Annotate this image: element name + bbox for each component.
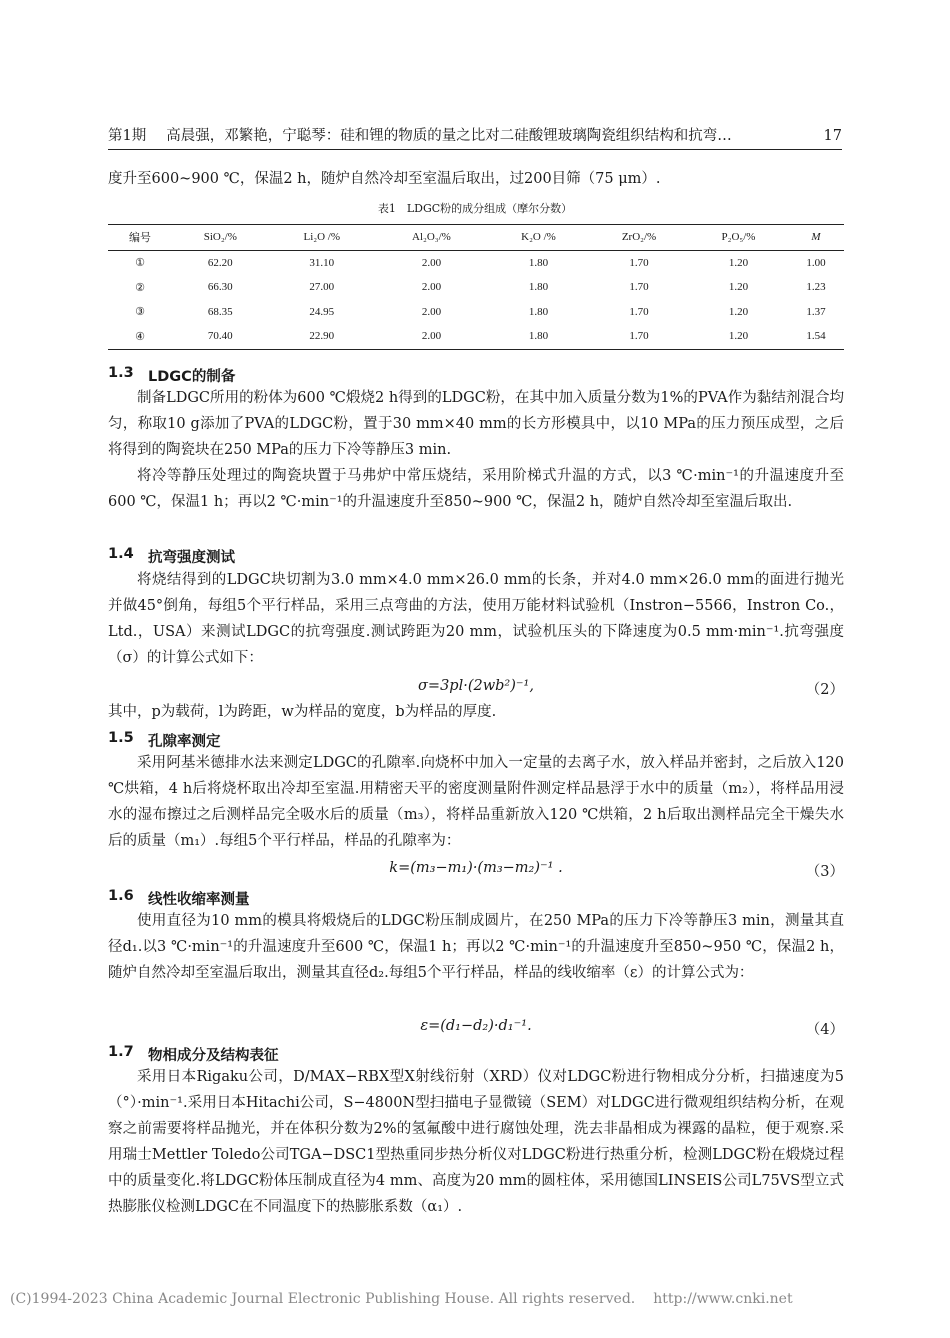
section-1-3-para-2: 将冷等静压处理过的陶瓷块置于马弗炉中常压烧结，采用阶梯式升温的方式，以3 ℃·min⁻¹的升温速度升至600 ℃，保温1 h；再以2 ℃·min⁻¹的升温速度升至850~900 ℃，保温2 h，随炉自然冷却至室温后取出. [108, 468, 844, 510]
table-cell: 66.30 [207, 281, 233, 294]
table-cell: 2.00 [421, 305, 442, 318]
section-1-4-heading [108, 546, 235, 567]
col-header: K₂O /% [521, 231, 556, 244]
section-number: 1.5 [108, 730, 134, 746]
table-cell: 1.80 [528, 330, 549, 343]
section-1-4-para-1: 将烧结得到的LDGC块切割为3.0 mm×4.0 mm×26.0 mm的长条，并对4.0 mm×26.0 mm的面进行抛光并做45°倒角，每组5个平行样品，采用三点弯曲的方法，使用万能材料试验机（Instron−5566，Instron Co.，Ltd.，USA）来测试LDGC的抗弯强度.测试跨距为20 mm，试验机压头的下降速度为0.5 mm·min⁻¹.抗弯强度（σ）的计算公式如下： [108, 572, 844, 666]
section-number: 1.6 [108, 888, 134, 904]
formula-expression: σ=3pl·(2wb²)⁻¹, [418, 678, 534, 694]
table-header-row [108, 225, 844, 251]
table-cell: 2.00 [421, 330, 442, 343]
col-header: Al₂O₃/% [412, 231, 451, 244]
table-cell: 2.00 [421, 256, 442, 269]
table-cell: 1.70 [629, 281, 649, 294]
footer-url[interactable]: http://www.cnki.net [653, 1291, 793, 1307]
table-cell: 70.40 [207, 330, 233, 343]
table-cell: 22.90 [309, 330, 335, 343]
section-title: 抗弯强度测试 [148, 550, 235, 566]
table-cell: 68.35 [207, 305, 233, 318]
section-1-6-heading [108, 888, 250, 909]
table-caption: 表1 LDGC粉的成分组成（摩尔分数） [377, 202, 573, 215]
table-cell: 1.20 [728, 256, 749, 269]
table-cell: 1.37 [806, 305, 826, 318]
authors-title: 高晨强，邓繁艳，宁聪琴：硅和锂的物质的量之比对二硅酸锂玻璃陶瓷组织结构和抗弯… [166, 128, 732, 144]
table-cell: 2.00 [421, 281, 442, 294]
formula-number: （3） [805, 864, 844, 880]
section-number: 1.4 [108, 546, 134, 562]
formula-number: （4） [805, 1022, 844, 1038]
table-cell: ① [135, 257, 145, 270]
section-1-7-heading [108, 1044, 279, 1065]
table-cell: 1.00 [806, 256, 826, 269]
col-header: M [811, 231, 821, 244]
issue-label: 第1期 [108, 128, 147, 144]
formula-expression: k=(m₃−m₁)·(m₃−m₂)⁻¹ . [389, 860, 563, 876]
col-header: Li₂O /% [303, 231, 340, 244]
page-number: 17 [823, 128, 842, 144]
table-cell: ② [135, 281, 145, 294]
table-cell: ④ [135, 330, 145, 343]
table-row [108, 300, 844, 325]
section-1-5-heading [108, 730, 221, 751]
section-title: 孔隙率测定 [148, 734, 221, 750]
table-cell: 1.20 [728, 281, 749, 294]
col-header: 编号 [129, 232, 152, 245]
table-cell: 24.95 [309, 305, 335, 318]
table-cell: 62.20 [207, 256, 233, 269]
formula-number: （2） [805, 682, 844, 698]
section-1-6-para-1: 使用直径为10 mm的模具将煅烧后的LDGC粉压制成圆片，在250 MPa的压力下冷等静压3 min，测量其直径d₁.以3 ℃·min⁻¹的升温速度升至600 ℃，保温1 h；再以2 ℃·min⁻¹的升温速度升至850~950 ℃，保温2 h，随炉自然冷却至室温后取出，测量其直径d₂.每组5个平行样品，样品的线收缩率（ε）的计算公式为： [108, 913, 844, 981]
col-header: SiO₂/% [203, 231, 237, 244]
section-1-3-heading [108, 365, 235, 386]
header-rule [108, 149, 842, 150]
table-cell: 1.70 [629, 256, 649, 269]
intro-line: 度升至600~900 ℃，保温2 h，随炉自然冷却至室温后取出，过200目筛（75 μm）. [108, 171, 661, 187]
table-cell: 1.80 [528, 305, 549, 318]
table-cell: ③ [135, 306, 145, 319]
table-row [108, 324, 844, 349]
table-cell: 1.23 [806, 281, 826, 294]
col-header: ZrO₂/% [621, 231, 657, 244]
formula-expression: ε=(d₁−d₂)·d₁⁻¹. [420, 1018, 532, 1034]
table-cell: 1.80 [528, 256, 549, 269]
table-cell: 27.00 [309, 281, 335, 294]
section-title: LDGC的制备 [148, 369, 236, 385]
table-row [108, 250, 844, 275]
section-title: 物相成分及结构表征 [148, 1048, 279, 1064]
section-title: 线性收缩率测量 [148, 892, 250, 908]
section-1-5-para-1: 采用阿基米德排水法来测定LDGC的孔隙率.向烧杯中加入一定量的去离子水，放入样品并密封，之后放入120 ℃烘箱，4 h后将烧杯取出冷却至室温.用精密天平的密度测量附件测定样品悬浮于水中的质量（m₂），将样品用浸水的湿布擦过之后测样品完全吸水后的质量（m₃），将样品重新放入120 ℃烘箱，2 h后取出测样品完全干燥失水后的质量（m₁）.每组5个平行样品，样品的孔隙率为： [108, 755, 844, 849]
section-number: 1.3 [108, 365, 134, 381]
table-row [108, 275, 844, 300]
table-cell: 31.10 [309, 256, 335, 269]
table-cell: 1.80 [528, 281, 549, 294]
running-header [108, 124, 842, 145]
table-cell: 1.54 [806, 330, 826, 343]
copyright-footer [10, 1291, 793, 1307]
table-cell: 1.70 [629, 330, 649, 343]
col-header: P₂O₅/% [721, 231, 756, 244]
section-1-7-para-1: 采用日本Rigaku公司，D/MAX−RBX型X射线衍射（XRD）仪对LDGC粉进行物相成分分析，扫描速度为5（°）·min⁻¹.采用日本Hitachi公司，S−4800N型扫描电子显微镜（SEM）对LDGC进行微观组织结构分析，在观察之前需要将样品抛光，并在体积分数为2%的氢氟酸中进行腐蚀处理，洗去非晶相成为裸露的晶粒，便于观察.采用瑞士Mettler Toledo公司TGA−DSC1型热重同步热分析仪对LDGC粉进行热重分析，检测LDGC粉在煅烧过程中的质量变化.将LDGC粉体压制成直径为4 mm、高度为20 mm的圆柱体，采用德国LINSEIS公司L75VS型立式热膨胀仪检测LDGC在不同温度下的热膨胀系数（α₁）. [108, 1069, 844, 1215]
copyright-text: (C)1994-2023 China Academic Journal Electronic Publishing House. All rights reserved. [10, 1291, 636, 1307]
table-cell: 1.70 [629, 305, 649, 318]
table-cell: 1.20 [728, 330, 749, 343]
table-cell: 1.20 [728, 305, 749, 318]
section-number: 1.7 [108, 1044, 134, 1060]
section-1-4-para-2: 其中，p为载荷，l为跨距，w为样品的宽度，b为样品的厚度. [108, 704, 497, 720]
section-1-3-para-1: 制备LDGC所用的粉体为600 ℃煅烧2 h得到的LDGC粉，在其中加入质量分数为1%的PVA作为黏结剂混合均匀，称取10 g添加了PVA的LDGC粉，置于30 mm×40 mm的长方形模具中，以10 MPa的压力预压成型，之后将得到的陶瓷块在250 MPa的压力下冷等静压3 min. [108, 390, 844, 458]
composition-table [108, 224, 844, 350]
